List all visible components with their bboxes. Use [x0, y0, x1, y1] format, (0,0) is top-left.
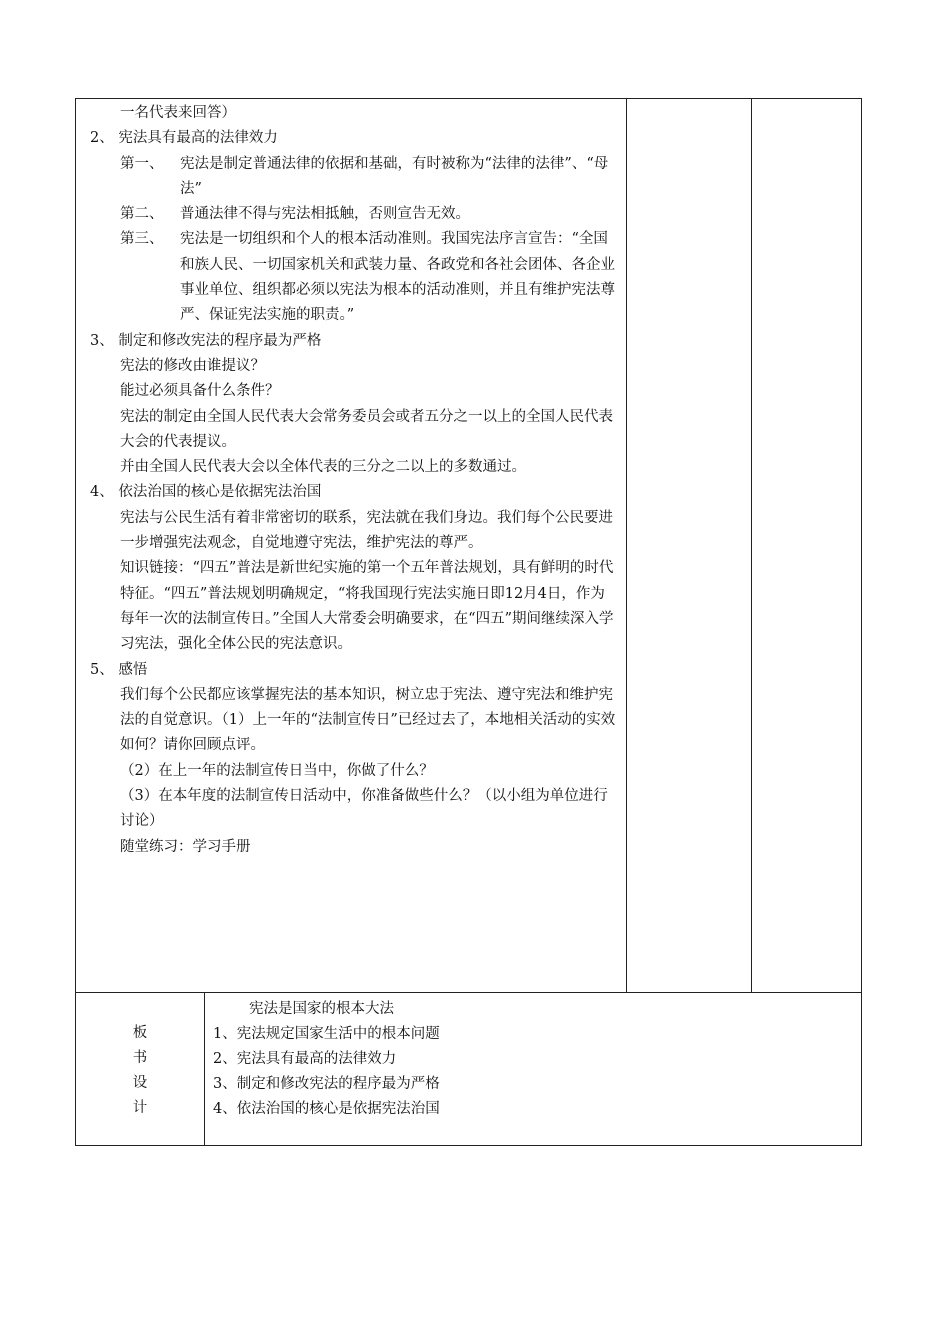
section-3-paragraph-1: 宪法的制定由全国人民代表大会常务委员会或者五分之一以上的全国人民代表大会的代表提议。 — [120, 408, 613, 450]
lesson-plan-sheet — [75, 98, 861, 1146]
lesson-table — [75, 98, 862, 1146]
label-char: 书 — [132, 1050, 148, 1066]
section-4-heading: 4、 依法治国的核心是依据宪法治国 — [90, 484, 322, 501]
section-3-paragraph-2: 并由全国人民代表大会以全体代表的三分之二以上的多数通过。 — [120, 459, 526, 476]
section-5-exercise: 随堂练习：学习手册 — [120, 838, 251, 855]
section-4-knowledge-link: 知识链接：“四五”普法是新世纪实施的第一个五年普法规划，具有鲜明的时代特征。“四五”普法规划明确规定，“将我国现行宪法实施日即12月4日，作为每年一次的法制宣传日。”全国人大常委会明确要求，在“四五”期间继续深入学习宪法，强化全体公民的宪法意识。 — [120, 560, 614, 653]
empty-column-cell — [752, 99, 862, 993]
section-3-question-1: 宪法的修改由谁提议？ — [120, 357, 265, 374]
point-label: 第三、 — [120, 231, 164, 248]
point-label: 第一、 — [120, 155, 164, 172]
board-title: 宪法是国家的根本大法 — [249, 1001, 394, 1017]
section-3-heading: 3、 制定和修改宪法的程序最为严格 — [90, 332, 322, 349]
point-label: 第二、 — [120, 206, 164, 223]
board-design-content-cell — [205, 993, 862, 1146]
board-design-label-cell — [76, 993, 205, 1146]
board-item: 1、宪法规定国家生活中的根本问题 — [213, 1026, 440, 1042]
board-item: 4、依法治国的核心是依据宪法治国 — [213, 1101, 440, 1117]
section-3-question-2: 能过必须具备什么条件？ — [120, 383, 280, 400]
label-char: 设 — [132, 1075, 148, 1091]
section-5-heading: 5、 感悟 — [90, 661, 148, 678]
section-2-point-1 — [90, 152, 616, 203]
section-5-paragraph-3: （3）在本年度的法制宣传日活动中，你准备做些什么？（以小组为单位进行讨论） — [120, 788, 608, 830]
content-row — [76, 99, 862, 993]
point-text: 宪法是一切组织和个人的根本活动准则。我国宪法序言宣告：“全国和族人民、一切国家机关和武装力量、各政党和各社会团体、各企业事业单位、组织都必须以宪法为根本的活动准则，并且有维护宪法尊严、保证宪法实施的职责。” — [180, 231, 615, 324]
section-5-paragraph-2: （2）在上一年的法制宣传日当中，你做了什么？ — [120, 762, 434, 779]
section-2-point-3 — [90, 227, 616, 328]
empty-column-cell — [627, 99, 752, 993]
point-text: 普通法律不得与宪法相抵触，否则宣告无效。 — [180, 206, 470, 223]
board-item: 2、宪法具有最高的法律效力 — [213, 1051, 397, 1067]
section-2-point-2 — [90, 202, 616, 227]
board-design-label — [76, 993, 204, 1121]
label-char: 板 — [132, 1025, 148, 1041]
intro-line: 一名代表来回答） — [120, 105, 236, 121]
label-char: 计 — [132, 1100, 148, 1116]
teaching-process-cell — [76, 99, 627, 993]
section-5-paragraph-1: 我们每个公民都应该掌握宪法的基本知识，树立忠于宪法、遵守宪法和维护宪法的自觉意识。（1）上一年的“法制宣传日”已经过去了，本地相关活动的实效如何？请你回顾点评。 — [120, 686, 616, 754]
section-2-heading: 2、 宪法具有最高的法律效力 — [90, 130, 278, 147]
board-item: 3、制定和修改宪法的程序最为严格 — [213, 1076, 440, 1092]
point-text: 宪法是制定普通法律的依据和基础，有时被称为“法律的法律”、“母法” — [180, 155, 609, 197]
section-4-paragraph-1: 宪法与公民生活有着非常密切的联系，宪法就在我们身边。我们每个公民要进一步增强宪法观念，自觉地遵守宪法，维护宪法的尊严。 — [120, 509, 613, 552]
board-design-row — [76, 993, 862, 1146]
